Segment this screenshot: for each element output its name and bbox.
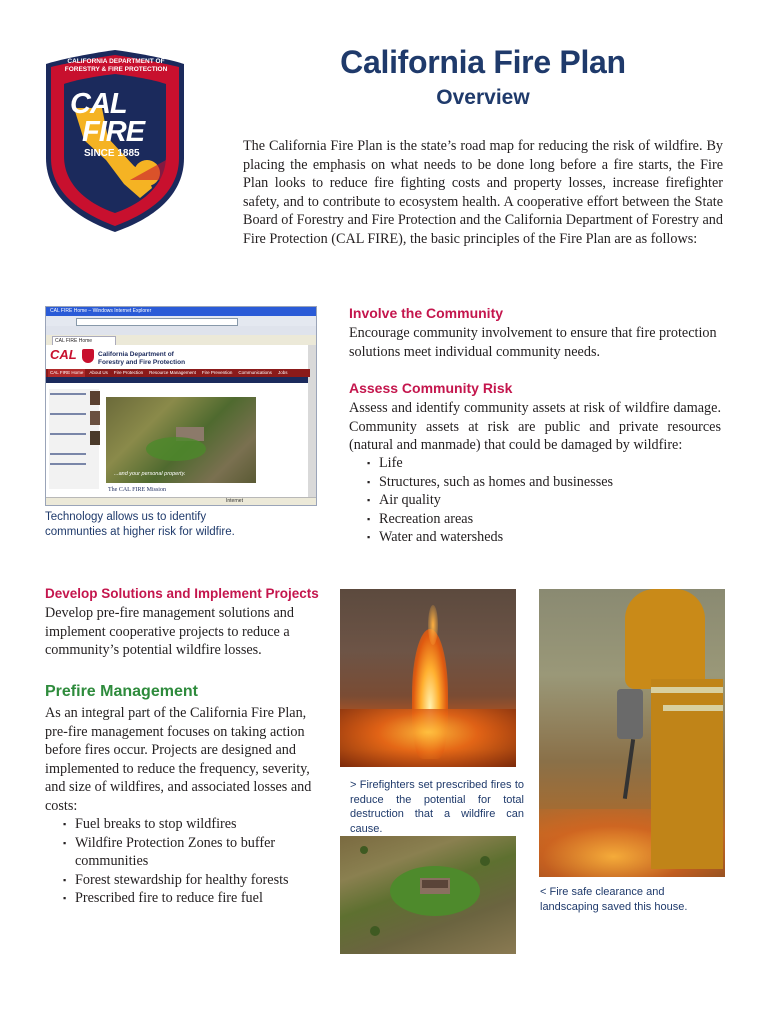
- list-item: ▪ Water and watersheds: [349, 528, 721, 547]
- involve-text: Encourage community involvement to ensure that fire protection solutions meet individual community needs.: [349, 325, 717, 360]
- intro-paragraph: The California Fire Plan is the state’s road map for reducing the risk of wildfire. By placing the emphasis on what needs to be done long before a fire starts, the Fire Plan looks to reduce fire fighting costs and property losses, increase firefighter safety, and to contribute to ecosystem health. A cooperative effort between the State Board of Forestry and Fire Protection and the California Department of Forestry and Fire Protection (CAL FIRE), the basic principles of the Fire Plan are as follows:: [243, 138, 723, 247]
- logo-arc-text: CALIFORNIA DEPARTMENT OF FORESTRY & FIRE PROTECTION: [64, 58, 168, 73]
- site-hero-caption: ...and your personal property.: [114, 471, 186, 477]
- site-nav: [46, 369, 310, 377]
- prefire-bullet-list: [45, 815, 317, 908]
- site-title-line2: Forestry and Fire Protection: [98, 359, 186, 366]
- list-item: ▪ Wildfire Protection Zones to buffer communities: [45, 834, 317, 871]
- site-nav-item[interactable]: Fire Prevention: [201, 370, 233, 375]
- list-item: ▪ Life: [349, 454, 721, 473]
- list-item: ▪ Structures, such as homes and businesses: [349, 473, 721, 492]
- browser-window-title: CAL FIRE Home – Windows Internet Explorer: [50, 308, 152, 314]
- page-subtitle: Overview: [436, 86, 530, 109]
- site-nav-item[interactable]: Jobs: [277, 370, 288, 375]
- list-item: ▪ Prescribed fire to reduce fire fuel: [45, 889, 317, 908]
- site-nav-item[interactable]: About Us: [89, 370, 108, 375]
- browser-status: Internet: [226, 498, 243, 504]
- screenshot-caption: Technology allows us to identify communties at higher risk for wildfire.: [45, 511, 235, 538]
- site-nav-item[interactable]: Fire Protection: [113, 370, 144, 375]
- page-title: California Fire Plan: [340, 44, 626, 80]
- site-nav-item[interactable]: CAL FIRE Home: [50, 370, 84, 375]
- site-hero-photo: [106, 397, 256, 483]
- cal-fire-logo: [44, 48, 186, 234]
- site-nav-item[interactable]: Resource Management: [149, 370, 196, 375]
- list-item: ▪ Recreation areas: [349, 510, 721, 529]
- site-mission: The CAL FIRE Mission: [108, 487, 166, 493]
- firefighter-photo: [539, 589, 725, 877]
- list-item: ▪ Air quality: [349, 491, 721, 510]
- list-item: ▪ Fuel breaks to stop wildfires: [45, 815, 317, 834]
- assess-text: Assess and identify community assets at risk of wildfire damage. Community assets at risk are public and private resources (natural and manmade) that could be damaged by wildfire:: [349, 400, 721, 454]
- firefighter-photo-caption: < Fire safe clearance and landscaping saved this house.: [540, 886, 688, 913]
- site-nav-item[interactable]: Communications: [238, 370, 272, 375]
- fire-photo-caption: > Firefighters set prescribed fires to reduce the potential for total destruction that a wildfire can cause.: [350, 779, 524, 835]
- logo-since-text: SINCE 1885: [84, 148, 140, 159]
- site-title-line1: California Department of: [98, 351, 174, 358]
- saved-house-photo: [340, 836, 516, 954]
- heading-prefire-management: Prefire Management: [45, 683, 198, 700]
- heading-assess-risk: Assess Community Risk: [349, 380, 513, 396]
- develop-text: Develop pre-fire management solutions and implement cooperative projects to reduce a community’s potential wildfire losses.: [45, 605, 294, 659]
- logo-fire-text: FIRE: [82, 116, 145, 148]
- website-screenshot: CAL FIRE Home – Windows Internet Explorer CAL FIRE Home CAL California Department of Forestry and Fire Protection CAL FIRE Home About Us Fire Protection Resource Management Fire Prevention Communications Jobs ...and your personal property. The CAL FIRE Mission Internet: [45, 306, 317, 506]
- prefire-text: As an integral part of the California Fire Plan, pre-fire management focuses on taking action before fires occur. Projects are designed and implemented to reduce the frequency, severity, and size of wildfires, and associated losses and costs:: [45, 705, 312, 814]
- assess-bullet-list: [349, 454, 721, 547]
- prescribed-fire-photo: [340, 589, 516, 767]
- heading-develop-solutions: Develop Solutions and Implement Projects: [45, 586, 319, 601]
- list-item: ▪ Forest stewardship for healthy forests: [45, 871, 317, 890]
- logo-cal-text: CAL: [70, 88, 127, 120]
- browser-tab: CAL FIRE Home: [52, 336, 116, 346]
- heading-involve-community: Involve the Community: [349, 305, 504, 321]
